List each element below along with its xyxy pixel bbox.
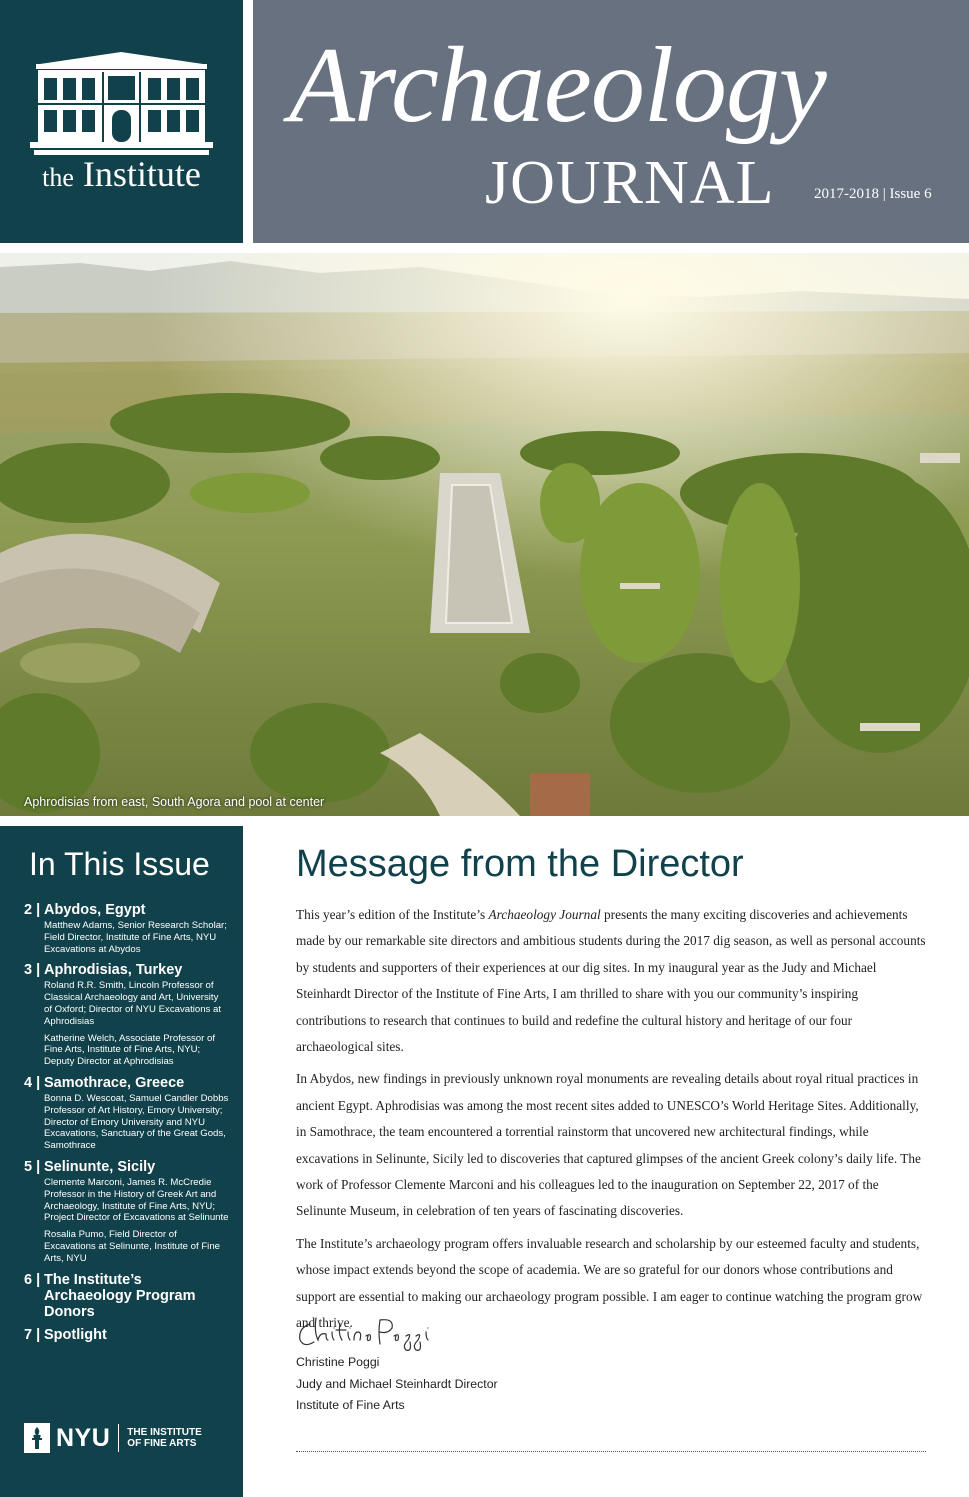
nyu-torch-icon — [24, 1423, 50, 1453]
article-paragraph-3: The Institute’s archaeology program offers invaluable research and scholarship by our esteemed faculty and students, whose impact extends beyond the scope of academia. We are so grateful for our donors whose contributions and support are essential to making our archaeology program possible. I am eager to continue watching the program grow and thrive. — [296, 1235, 923, 1331]
journal-name-emphasis: Archaeology Journal — [488, 907, 601, 922]
toc-description: Clemente Marconi, James R. McCredie Professor in the History of Greek Art and Archaeology, Institute of Fine Arts, NYU; Project Director of Excavations at Selinunte — [44, 1176, 229, 1224]
toc-page-number: 3 | — [24, 962, 41, 979]
toc-entry-spotlight[interactable] — [24, 1327, 229, 1343]
signatory-organization: Institute of Fine Arts — [296, 1398, 405, 1412]
toc-entry-donors[interactable] — [24, 1272, 229, 1320]
institute-logo-text — [0, 154, 243, 198]
toc-label: Samothrace, Greece — [44, 1074, 185, 1091]
issue-label: 2017-2018 | Issue 6 — [814, 186, 932, 202]
hero-photo — [0, 253, 969, 816]
toc-description: Matthew Adams, Senior Research Scholar; Field Director, Institute of Fine Arts, NYU Excavations at Abydos — [44, 920, 227, 955]
toc-label: The Institute’s Archaeology Program Donors — [44, 1271, 196, 1320]
journal-title: Archaeology — [289, 26, 826, 145]
p1-text-before: This year’s edition of the Institute’s — [296, 907, 489, 922]
nyu-wordmark: NYU — [56, 1423, 111, 1452]
toc-description: Rosalia Pumo, Field Director of Excavations at Selinunte, Institute of Fine Arts, NYU — [44, 1229, 220, 1264]
toc-page-number: 4 | — [24, 1074, 41, 1091]
table-of-contents — [24, 902, 229, 1350]
toc-entry-samothrace[interactable] — [24, 1075, 229, 1152]
toc-page-number: 5 | — [24, 1158, 41, 1175]
nyu-divider — [118, 1424, 119, 1452]
institute-logo-panel — [0, 0, 243, 243]
toc-entry-selinunte[interactable] — [24, 1159, 229, 1265]
in-this-issue-sidebar — [0, 826, 243, 1497]
toc-description: Bonna D. Wescoat, Samuel Candler Dobbs Professor of Art History, Emory University; Director of Emory University and NYU Excavations, Sanctuary of the Great Gods, Samothrace — [44, 1092, 229, 1152]
sidebar-title: In This Issue — [29, 846, 210, 882]
journal-title-panel — [253, 0, 969, 243]
nyu-institute-wordmark — [127, 1427, 201, 1449]
dotted-divider — [296, 1451, 926, 1452]
article-body — [296, 902, 928, 1337]
toc-entry-aphrodisias[interactable] — [24, 962, 229, 1068]
building-logo-icon — [30, 50, 213, 160]
nyu-logo — [24, 1422, 224, 1454]
logo-the: the — [42, 163, 74, 192]
article-paragraph-2: In Abydos, new findings in previously unknown royal monuments are revealing details about royal ritual practices in ancient Egypt. Aphrodisias was among the most recent sites added to UNESCO’s World Heritage Sites. Additionally, in Samothrace, the team encountered a torrential rainstorm that uncovered new architectural findings, while excavations in Selinunte, Sicily led to discoveries that captured glimpses of the ancient Greek colony’s daily life. The work of Professor Clemente Marconi and his colleagues led to the inauguration on September 22, 2017 of the Selinunte Museum, in celebration of ten years of fascinating discoveries. — [296, 1071, 921, 1219]
toc-description: Katherine Welch, Associate Professor of Fine Arts, Institute of Fine Arts, NYU; Deputy Director at Aphrodisias — [44, 1032, 215, 1068]
toc-page-number: 7 | — [24, 1326, 41, 1343]
toc-description: Roland R.R. Smith, Lincoln Professor of Classical Archaeology and Art, University of Oxford; Director of NYU Excavations at Aphrodisias — [44, 980, 222, 1027]
article-title: Message from the Director — [296, 843, 744, 885]
signature-block — [296, 1352, 498, 1417]
toc-label: Spotlight — [44, 1326, 107, 1343]
signatory-title: Judy and Michael Steinhardt Director — [296, 1376, 498, 1391]
nyu-inst-line1: THE INSTITUTE — [127, 1427, 202, 1438]
toc-entry-abydos[interactable] — [24, 902, 229, 955]
signatory-name: Christine Poggi — [296, 1355, 380, 1369]
hero-caption: Aphrodisias from east, South Agora and pool at center — [24, 795, 325, 809]
director-message-article — [296, 840, 928, 1343]
nyu-inst-line2: OF FINE ARTS — [127, 1438, 197, 1449]
toc-page-number: 6 | — [24, 1271, 41, 1288]
journal-subtitle: JOURNAL — [485, 149, 775, 217]
toc-label: Aphrodisias, Turkey — [44, 962, 183, 979]
toc-label: Abydos, Egypt — [44, 902, 146, 918]
p1-text-after: presents the many exciting discoveries and achievements made by our remarkable site directors and ambitious students during the 2017 dig season, as well as personal accounts by students and supporters of their experiences at our dig sites. In my inaugural year as the Judy and Michael Steinhardt Director of the Institute of Fine Arts, I am thrilled to share with you our community’s inspiring contributions to research that continues to build and redefine the cultural history and heritage of our four archaeological sites. — [296, 907, 926, 1055]
toc-label: Selinunte, Sicily — [44, 1158, 156, 1175]
aerial-landscape-illustration — [0, 253, 969, 816]
article-paragraph-1 — [296, 902, 928, 1060]
toc-page-number: 2 | — [24, 902, 41, 918]
logo-institute: Institute — [82, 154, 201, 194]
director-signature — [296, 1310, 436, 1354]
